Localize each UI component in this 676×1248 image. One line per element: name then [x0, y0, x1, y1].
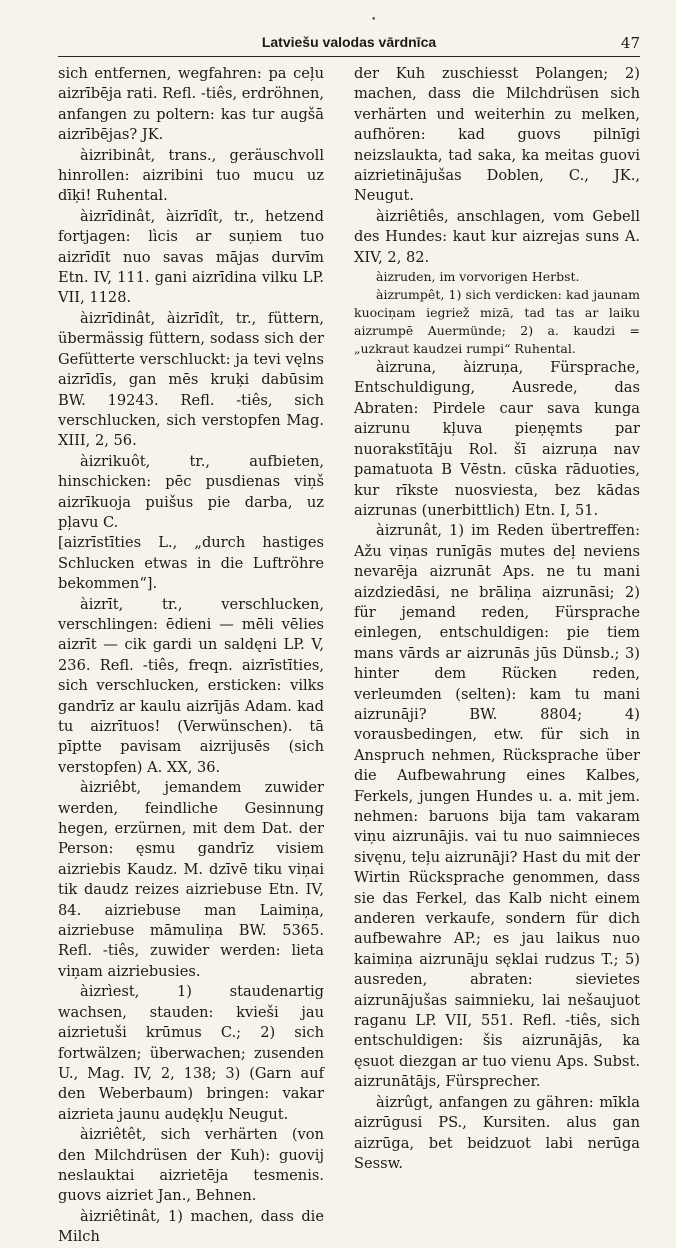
right-column [354, 64, 640, 1174]
running-title: Latviešu valodas vārdnīca [261, 34, 437, 50]
entry-aizrieties: àizriêtiês, anschlagen, vom Gebell des Hundes: kaut kur aizrejas suns A. XIV, 2, 82. [354, 207, 640, 266]
entry-aizridinat-1: àizrīdinât, àizrīdît, tr., hetzend fortjagen: lìcis ar suņiem tuo aizrīdīt nuo savas mājas durvīm Etn. IV, 111. gani aizrīdina vilku LP. VII, 1128. [58, 207, 324, 307]
header-rule [58, 56, 640, 57]
top-mark: • [371, 15, 377, 25]
entry-continuation: der Kuh zuschiesst Polangen; 2) machen, dass die Milchdrüsen sich verhärten und weiterhin zu melken, aufhören: kad guovs pilnīgi neizslaukta, tad saka, ka meitas guovi aizrietinājušas Doblen, C., JK., Neugut. [354, 65, 640, 205]
entry-aizrunat: àizrunât, 1) im Reden übertreffen: Ažu viņas runīgās mutes deļ neviens nevarēja aizrunāt Aps. ne tu mani aizdziedāsi, ne brāliņa aizrunāsi; 2) für jemand reden, Fürsprache einlegen, entschuldigen: pie tiem mans vārds ar aizrunās jūs Dünsb.; 3) hinter dem Rücken reden, verleumden (selten): kam tu mani aizrunāji? BW. 8804; 4) vorausbedingen, etw. für sich in Anspruch nehmen, Rücksprache über die Aufbewahrung eines Kalbes, Ferkels, jungen Hundes u. a. mit jem. nehmen: baruons bija tam vakaram viņu aizrunājis. vai tu nuo saimnieces sivęnu, teļu aizrunāji? Hast du mit der Wirtin Rücksprache genommen, dass sie das Ferkel, das Kalb nicht einem anderen verkaufe, sondern für dich aufbewahre AP.; es jau laikus nuo kaimiņa aizrunāju sęklai rudzus T.; 5) ausreden, abraten: sievietes aizrunājušas saimnieku, lai nešaujuot raganu LP. VII, 551. Refl. -tiês, sich entschuldigen: šis aizrunājās, ka ęsuot diezgan ar tuo vienu Aps. Subst. aizrunātājs, Fürsprecher. [354, 522, 640, 1091]
entry-aizruden: àizruden, im vorvorigen Herbst. [376, 269, 580, 285]
entry-aizrugt: àizrûgt, anfangen zu gähren: mīkla aizrūgusi PS., Kursiten. alus gan aizrūga, bet beidzuot labi nerūga Sessw. [354, 1093, 640, 1172]
entry-continuation: sich entfernen, wegfahren: pa ceļu aizrībēja rati. Refl. -tiês, erdröhnen, anfangen zu poltern: kas tur augšā aizrībējas? JK. [58, 65, 324, 144]
entry-aizrit: àizrīt, tr., verschlucken, verschlingen: ēdieni — mēli vēlies aizrīt — cik gardi un saldęni LP. V, 236. Refl. -tiês, freqn. aizrīstīties, sich verschlucken, ersticken: vilks gandrīz ar kaulu aizrījās Adam. kad tu aizrītuos! (Verwünschen). tā pīptte pavisam aizrijusēs (sich verstopfen) A. XX, 36. [58, 595, 324, 776]
entry-aizrikuot: àizrikuôt, tr., aufbieten, hinschicken: pēc pusdienas viņš aizrīkuoja puišus pie darba, uz pļavu C. [58, 452, 324, 531]
entry-aizriebt: àizriêbt, jemandem zuwider werden, feindliche Gesinnung hegen, erzürnen, mit dem Dat. der Person: ęsmu gandrīz visiem aizriebis Kaudz. M. dzīvē tiku viņai tik daudz reizes aizriebuse Etn. IV, 84. aizriebuse man Laimiņa, aizriebuse māmuliņa BW. 5365. Refl. -tiês, zuwider werden: lieta viņam aizriebusies. [58, 779, 324, 980]
entry-aizrietet: àizriêtêt, sich verhärten (von den Milchdrüsen der Kuh): guovij neslauktai aizrietēja tesmenis. guovs aizriet Jan., Behnen. [58, 1126, 324, 1205]
entry-aizruna: àizruna, àizruņa, Fürsprache, Entschuldigung, Ausrede, das Abraten: Pirdele caur sava kunga aizrunu kļuva pieņęmts par nuorakstītāju Rol. šī aizruņa nav pamatuota B Vēstn. cūska rāduoties, kur rīkste nuosviesta, bez kādas aizrunas (unerbittlich) Etn. I, 51. [354, 359, 640, 519]
entry-aizribinat: àizribinât, trans., geräuschvoll hinrollen: aizribini tuo mucu uz dīķi! Ruhental. [58, 146, 324, 205]
entry-aizriest: àizrìest, 1) staudenartig wachsen, stauden: kvieši jau aizrietuši krūmus C.; 2) sich fortwälzen; überwachen; zusenden U., Mag. IV, 2, 138; 3) (Garn auf den Weberbaum) bringen: vakar aizrieta jaunu audękļu Neugut. [58, 983, 324, 1123]
entry-aizridinat-2: àizrīdinât, àizrīdît, tr., füttern, übermässig füttern, sodass sich der Gefütterte verschluckt: ja tevi vęlns aizrīdīs, gan mēs kruķi dabūsim BW. 19243. Refl. -tiês, sich verschlucken, sich verstopfen Mag. XIII, 2, 56. [58, 309, 324, 450]
page-number: 47 [620, 34, 640, 52]
entry-aizristities: [aizrīstīties L., „durch hastiges Schlucken etwas in die Luftröhre bekommen“]. [58, 534, 324, 593]
page-header [58, 34, 640, 56]
entry-aizrumpet: àizrumpêt, 1) sich verdicken: kad jaunam kuociņam iegriež mizā, tad tas ar laiku aizrumpē Auermünde; 2) a. kaudzi = „uzkraut kaudzei rumpi“ Ruhental. [354, 287, 640, 357]
left-column [58, 64, 324, 1248]
entry-aizrietinat: àizriêtinât, 1) machen, dass die Milch [58, 1207, 324, 1246]
